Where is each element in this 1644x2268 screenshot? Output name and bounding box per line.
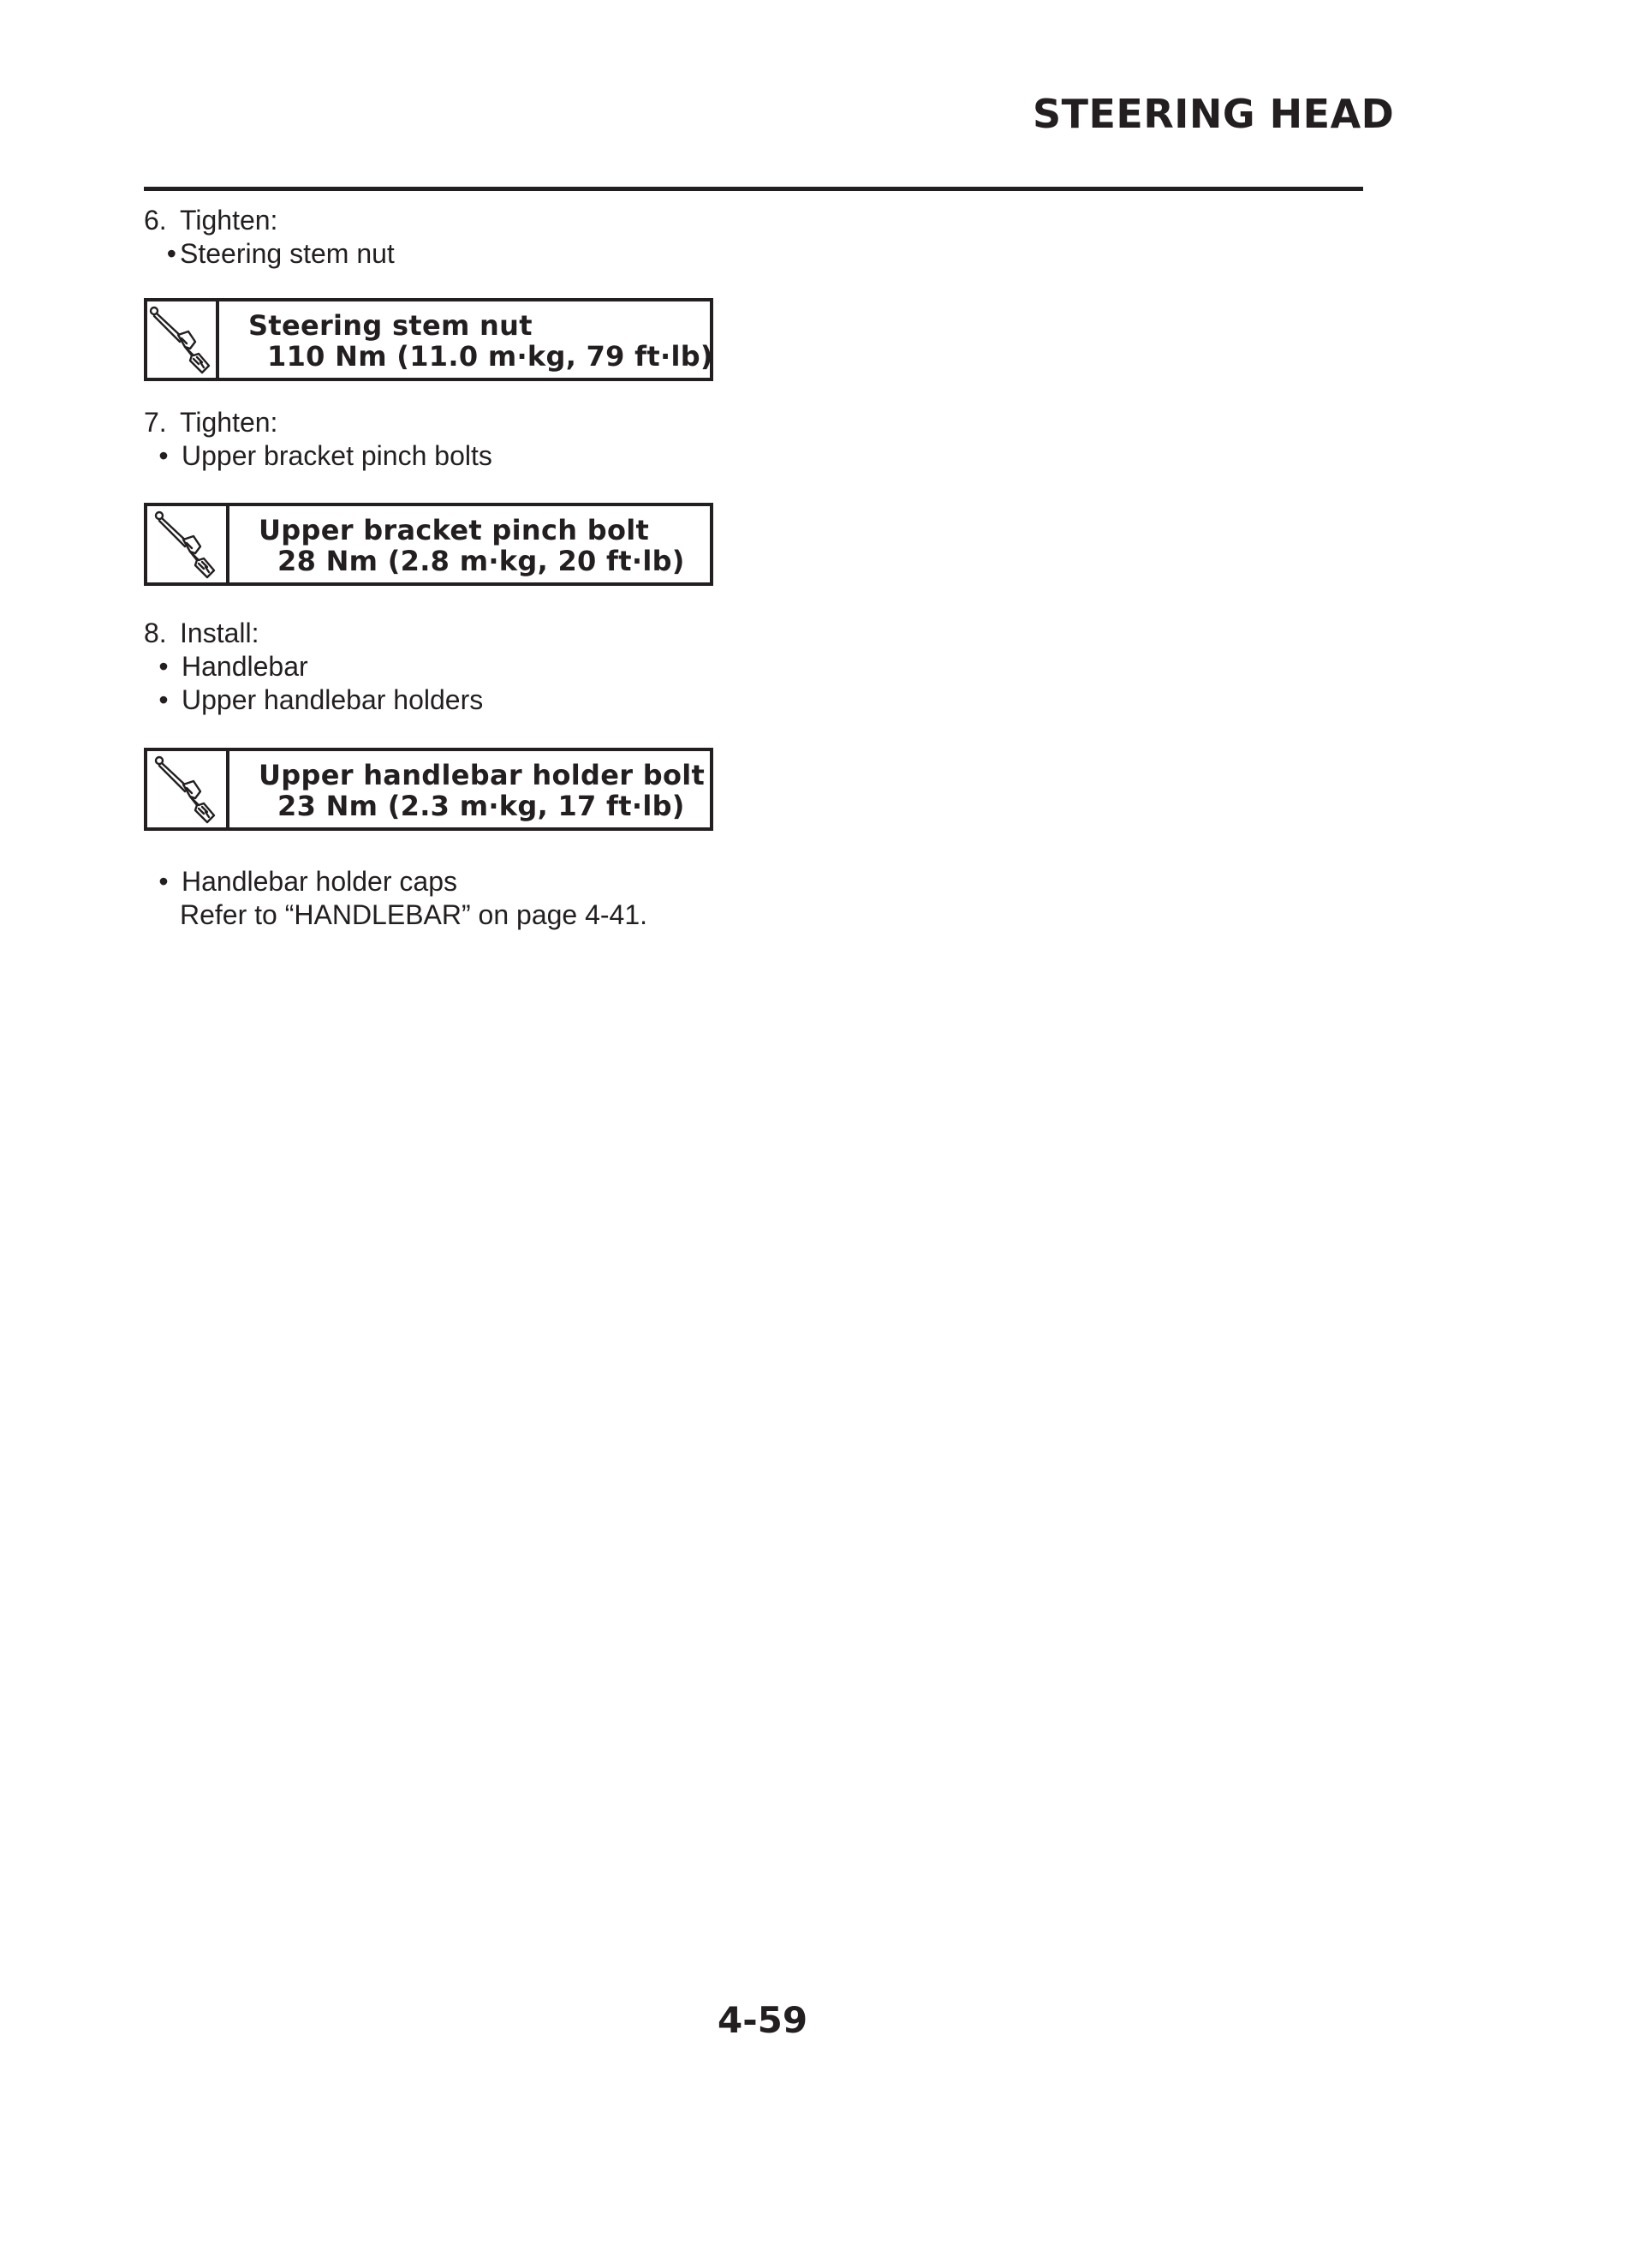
list-item — [144, 650, 308, 683]
torque-spec-text — [219, 301, 713, 378]
step-number: 7. — [144, 407, 167, 438]
bullet-icon: • — [158, 684, 169, 715]
list-item-label: Steering stem nut — [180, 238, 395, 269]
torque-wrench-icon — [147, 301, 219, 378]
step-number: 6. — [144, 205, 167, 236]
step-7 — [144, 406, 277, 439]
step-8 — [144, 617, 259, 650]
step-action: Tighten: — [180, 205, 278, 236]
torque-spec-text — [229, 751, 705, 827]
torque-wrench-icon — [147, 751, 229, 827]
bullet-icon: • — [158, 866, 169, 897]
spec-value: 23 Nm (2.3 m·kg, 17 ft·lb) — [277, 790, 685, 822]
list-item-label: Upper handlebar holders — [182, 684, 484, 715]
torque-wrench-icon — [147, 506, 229, 582]
header-divider — [144, 187, 1363, 191]
torque-spec-box — [144, 748, 713, 831]
bullet-icon: • — [166, 238, 176, 269]
list-item-label: Upper bracket pinch bolts — [182, 440, 492, 471]
bullet-icon: • — [158, 651, 169, 682]
torque-spec-box — [144, 503, 713, 586]
spec-value: 110 Nm (11.0 m·kg, 79 ft·lb) — [267, 340, 713, 373]
list-item-label: Handlebar — [182, 651, 308, 682]
page-title: STEERING HEAD — [1033, 91, 1395, 137]
spec-value: 28 Nm (2.8 m·kg, 20 ft·lb) — [277, 545, 685, 577]
spec-name: Upper bracket pinch bolt — [259, 514, 650, 546]
torque-spec-text — [229, 506, 685, 582]
bullet-icon: • — [158, 440, 169, 471]
step-number: 8. — [144, 618, 167, 648]
cross-reference-note: Refer to “HANDLEBAR” on page 4-41. — [180, 899, 648, 930]
page-number: 4-59 — [718, 1999, 808, 2041]
list-item — [144, 683, 483, 717]
torque-spec-box — [144, 298, 713, 381]
spec-name: Upper handlebar holder bolt — [259, 759, 706, 791]
list-item — [144, 237, 395, 271]
step-action: Tighten: — [180, 407, 278, 438]
step-6 — [144, 204, 277, 237]
list-item-label: Handlebar holder caps — [182, 866, 457, 897]
spec-name: Steering stem nut — [248, 309, 533, 342]
step-action: Install: — [180, 618, 259, 648]
list-item — [144, 865, 457, 898]
list-item — [144, 439, 492, 473]
